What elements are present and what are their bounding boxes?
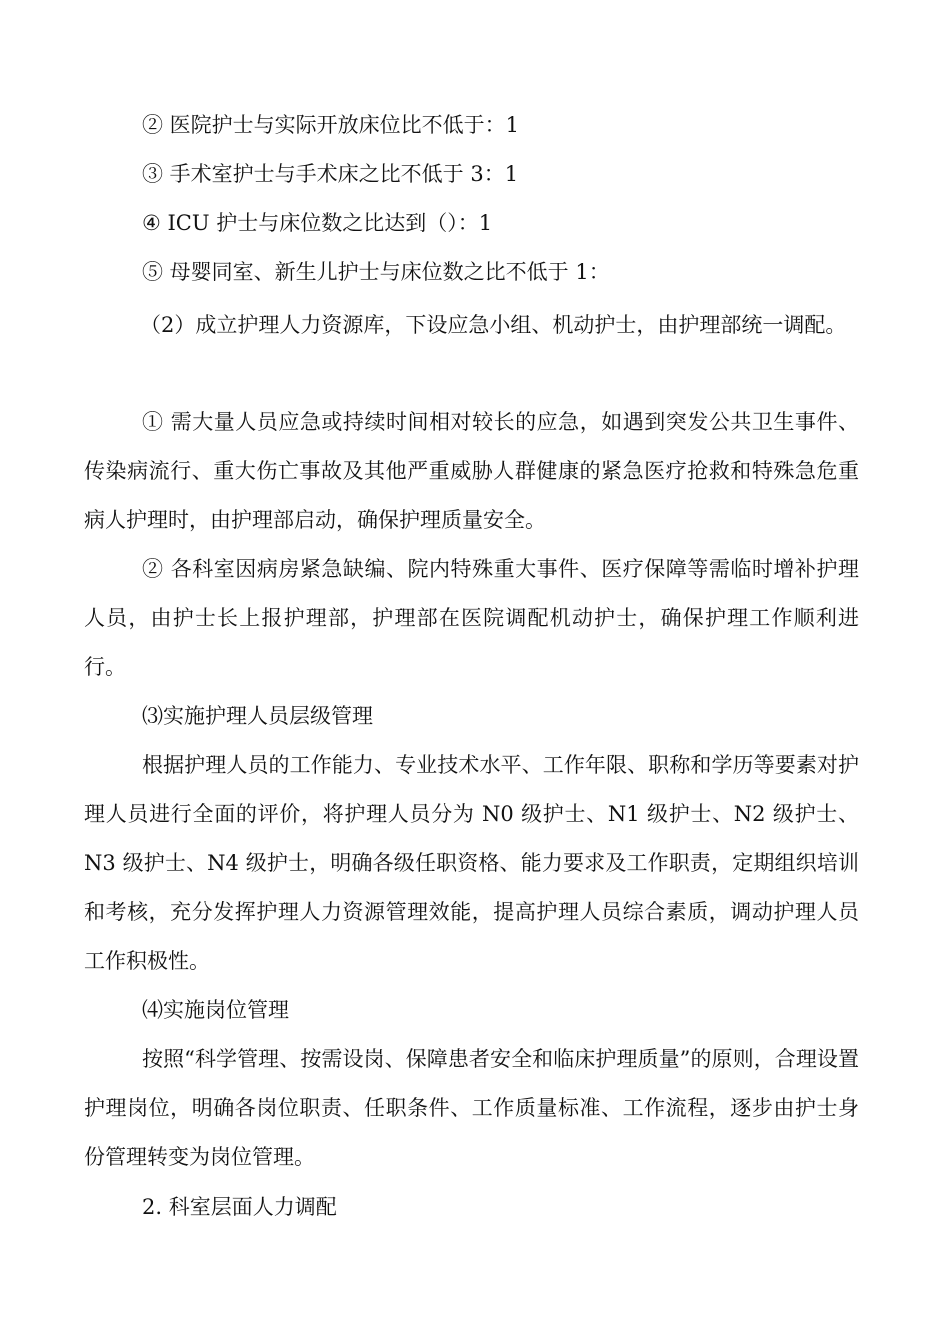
- paragraph-resource-pool: （2）成立护理人力资源库，下设应急小组、机动护士，由护理部统一调配。: [140, 313, 847, 337]
- paragraph-emergency-response: ① 需大量人员应急或持续时间相对较长的应急，如遇到突发公共卫生事件、传染病流行、重大伤亡事故及其他严重威胁人群健康的紧急医疗抢救和特殊急危重病人护理时，由护理部启动，确保护理质量安全。: [84, 410, 859, 532]
- paragraph-nurse-bed-ratio: ② 医院护士与实际开放床位比不低于：1: [142, 113, 520, 137]
- heading-post-management: ⑷实施岗位管理: [142, 998, 289, 1022]
- paragraph-post-management: 按照“科学管理、按需设岗、保障患者安全和临床护理质量”的原则，合理设置护理岗位，明确各岗位职责、任职条件、工作质量标准、工作流程，逐步由护士身份管理转变为岗位管理。: [84, 1047, 859, 1169]
- paragraph-operating-room-ratio: ③ 手术室护士与手术床之比不低于 3：1: [142, 162, 519, 186]
- heading-department-staffing: 2. 科室层面人力调配: [142, 1195, 337, 1219]
- paragraph-temporary-staffing: ② 各科室因病房紧急缺编、院内特殊重大事件、医疗保障等需临时增补护理人员，由护士长上报护理部，护理部在医院调配机动护士，确保护理工作顺利进行。: [84, 557, 859, 679]
- paragraph-level-management: 根据护理人员的工作能力、专业技术水平、工作年限、职称和学历等要素对护理人员进行全面的评价，将护理人员分为 N0 级护士、N1 级护士、N2 级护士、N3 级护士、N4 级护士，明确各级任职资格、能力要求及工作职责，定期组织培训和考核，充分发挥护理人力资源管理效能，提高护理人员综合素质，调动护理人员工作积极性。: [84, 753, 859, 973]
- paragraph-icu-ratio: ④ ICU 护士与床位数之比达到（）：1: [142, 211, 493, 235]
- heading-level-management: ⑶实施护理人员层级管理: [142, 704, 373, 728]
- paragraph-maternity-ratio: ⑤ 母婴同室、新生儿护士与床位数之比不低于 1：: [142, 260, 610, 284]
